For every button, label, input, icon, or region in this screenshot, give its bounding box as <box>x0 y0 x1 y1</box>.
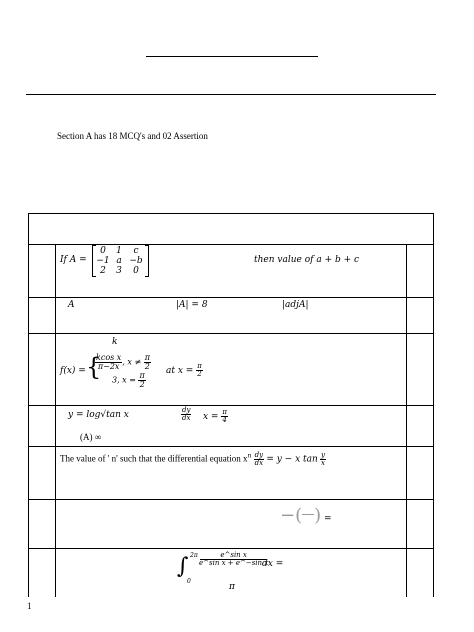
q5-text: The value of ' n' such that the differential equation $x^n$ $\frac{dy}{dx}$ = y − x tan $\frac{y}{x}$ <box>60 451 326 467</box>
page-number: 1 <box>27 601 32 611</box>
q4-x-eq: x = $\frac{\pi}{4}$ <box>203 408 227 424</box>
q7-lower: 0 <box>187 578 191 585</box>
section-intro: Section A has 18 MCQ's and 02 Assertion <box>57 131 208 141</box>
q3-case1: $\frac{\text{kcos x}}{\pi-2x}$ , x ≠ $\frac{\pi}{2}$ <box>96 353 150 371</box>
q4-y-eq: y = log√tan x <box>68 410 129 420</box>
q7-pi: π <box>229 582 235 592</box>
q3-case2: 3, x = $\frac{\pi}{2}$ <box>112 371 145 389</box>
q3-at: at x = $\frac{\pi}{2}$ <box>166 362 202 378</box>
q6-expr: −( ) = <box>280 505 332 526</box>
q3-brace: { <box>86 353 102 381</box>
q2-part1: A <box>68 300 75 310</box>
q7-upper: 2π <box>190 552 198 559</box>
q2-part3: |adjA| <box>282 300 309 310</box>
q4-derivative: $\frac{dy}{dx}$ <box>182 406 191 422</box>
q2-part2: |A| = 8 <box>176 300 208 310</box>
integral-sign-icon: ∫ <box>177 554 189 579</box>
q7-fraction: $\frac{\text{e\textasciicircum{}sin x}}{\text{e\textasciicircum{}sin x + e\textasciicircum{}−sin x}}$ <box>199 551 269 567</box>
q3-fx: f(x) = <box>60 366 86 376</box>
q4-option-a: (A) ∞ <box>80 432 102 442</box>
q3-k: k <box>112 337 118 347</box>
header-underline <box>146 56 318 57</box>
q1-prefix: If A = <box>60 255 87 265</box>
q1-suffix: then value of a + b + c <box>254 255 360 265</box>
matrix-a: 0 1 c −1 a −b 2 3 0 <box>96 246 143 276</box>
header-rule <box>26 94 436 95</box>
q7-dx: dx = <box>262 559 284 569</box>
